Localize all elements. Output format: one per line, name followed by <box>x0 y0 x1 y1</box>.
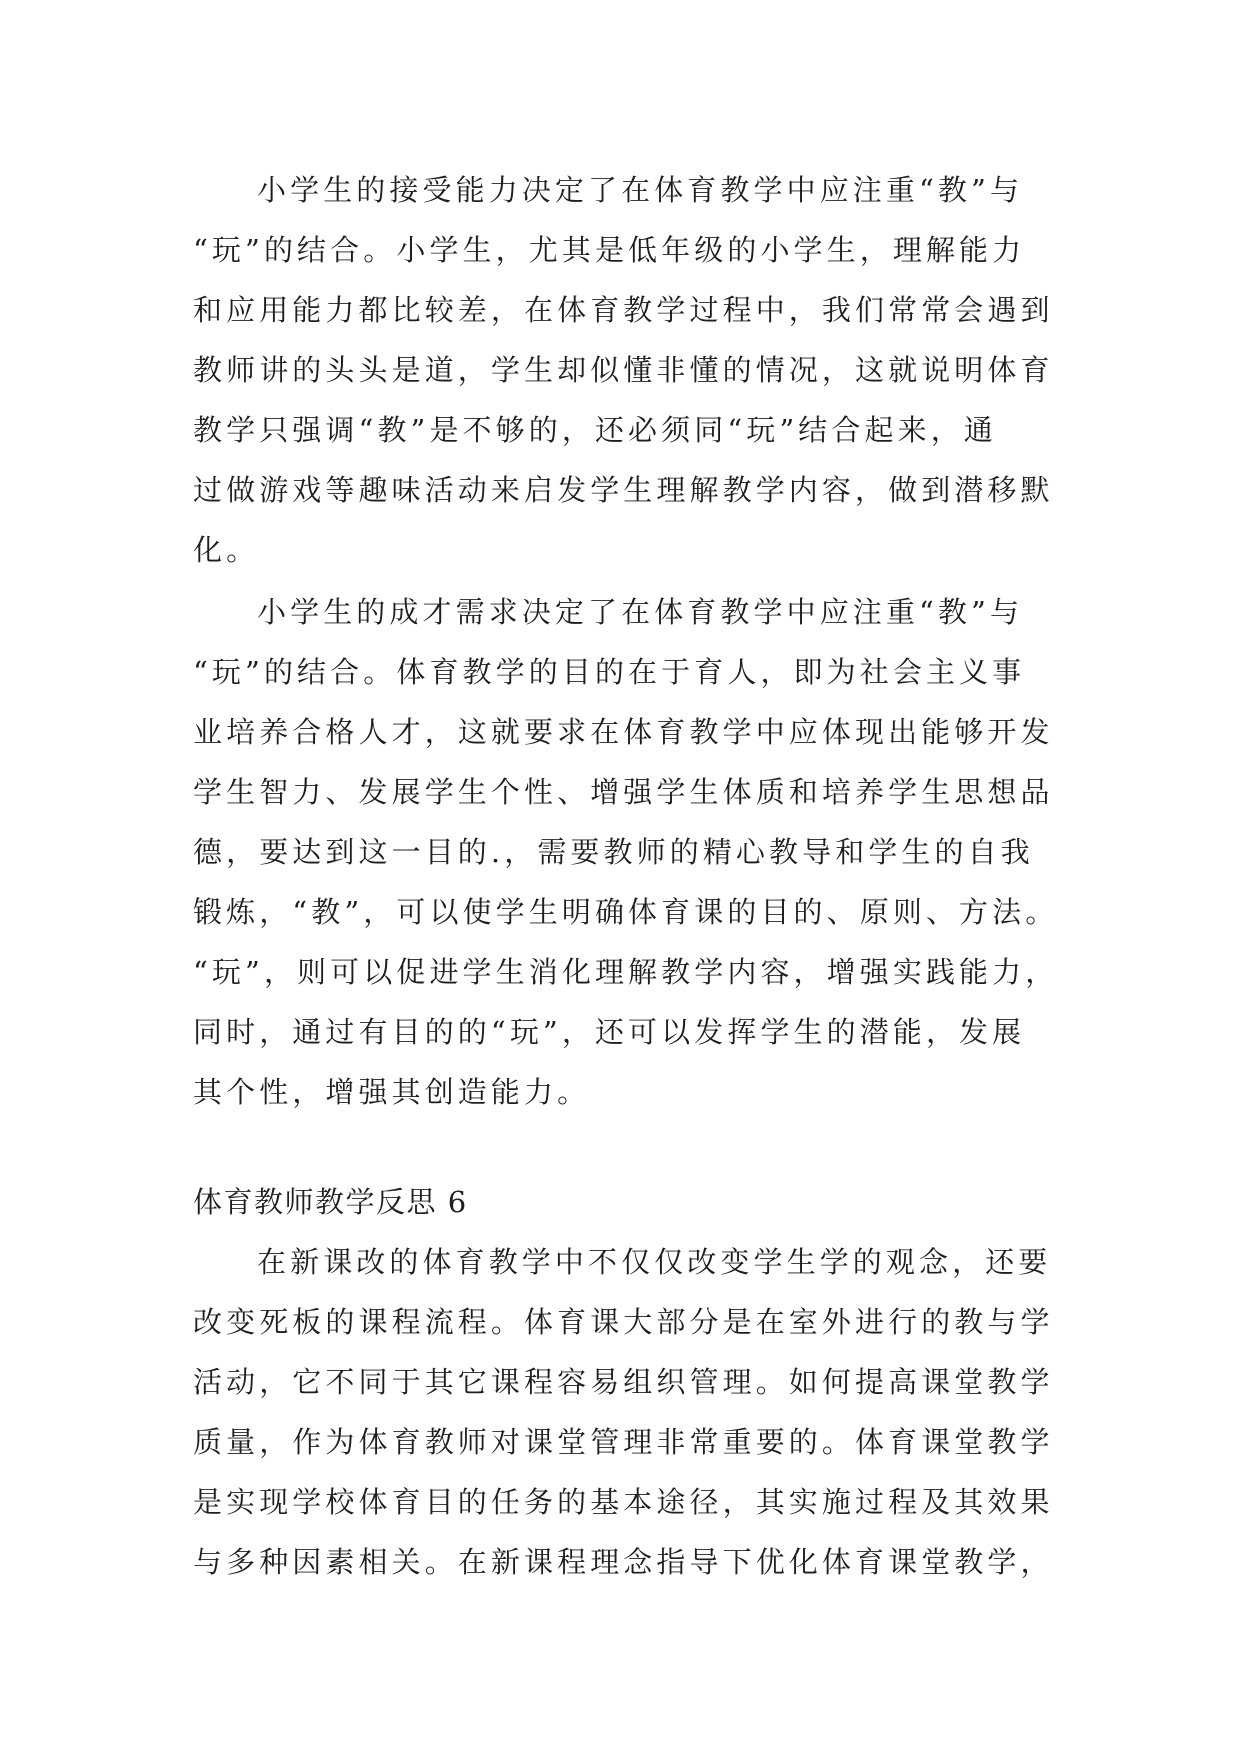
text-line: 学生智力、发展学生个性、增强学生体质和培养学生思想品 <box>193 775 1054 809</box>
text-line: 其个性，增强其创造能力。 <box>193 1075 591 1109</box>
document-body <box>193 160 1073 1592</box>
text-line: “玩”的结合。体育教学的目的在于育人，即为社会主义事 <box>193 655 1026 689</box>
text-line: 业培养合格人才，这就要求在体育教学中应体现出能够开发 <box>193 715 1054 749</box>
text-line: 教师讲的头头是道，学生却似懂非懂的情况，这就说明体育 <box>193 353 1054 387</box>
text-line: 改变死板的课程流程。体育课大部分是在室外进行的教与学 <box>193 1305 1054 1339</box>
paragraph-teaching-and-play-acceptance <box>193 160 1073 580</box>
text-line: 化。 <box>193 533 260 567</box>
section-heading: 体育教师教学反思 6 <box>193 1185 468 1219</box>
text-line: “玩”，则可以促进学生消化理解教学内容，增强实践能力， <box>193 955 1059 989</box>
text-line: 小学生的接受能力决定了在体育教学中应注重“教”与 <box>257 173 1024 207</box>
text-line: 活动，它不同于其它课程容易组织管理。如何提高课堂教学 <box>193 1365 1054 1399</box>
text-line: 是实现学校体育目的任务的基本途径，其实施过程及其效果 <box>193 1485 1054 1519</box>
text-line: 过做游戏等趣味活动来启发学生理解教学内容，做到潜移默 <box>193 473 1054 507</box>
paragraph-new-curriculum <box>193 1232 1073 1592</box>
text-line: 同时，通过有目的的“玩”，还可以发挥学生的潜能，发展 <box>193 1015 1026 1049</box>
text-line: 和应用能力都比较差，在体育教学过程中，我们常常会遇到 <box>193 293 1054 327</box>
text-line: 在新课改的体育教学中不仅仅改变学生学的观念，还要 <box>257 1245 1052 1279</box>
text-line: 锻炼，“教”，可以使学生明确体育课的目的、原则、方法。 <box>193 895 1059 929</box>
text-line: 质量，作为体育教师对课堂管理非常重要的。体育课堂教学 <box>193 1425 1054 1459</box>
text-line: 德，要达到这一目的.，需要教师的精心教导和学生的自我 <box>193 835 1034 869</box>
text-line: “玩”的结合。小学生，尤其是低年级的小学生，理解能力 <box>193 233 1026 267</box>
text-line: 与多种因素相关。在新课程理念指导下优化体育课堂教学， <box>193 1545 1054 1579</box>
text-line: 教学只强调“教”是不够的，还必须同“玩”结合起来，通 <box>193 413 997 447</box>
text-line: 小学生的成才需求决定了在体育教学中应注重“教”与 <box>257 595 1024 629</box>
paragraph-teaching-and-play-growth <box>193 582 1073 1122</box>
